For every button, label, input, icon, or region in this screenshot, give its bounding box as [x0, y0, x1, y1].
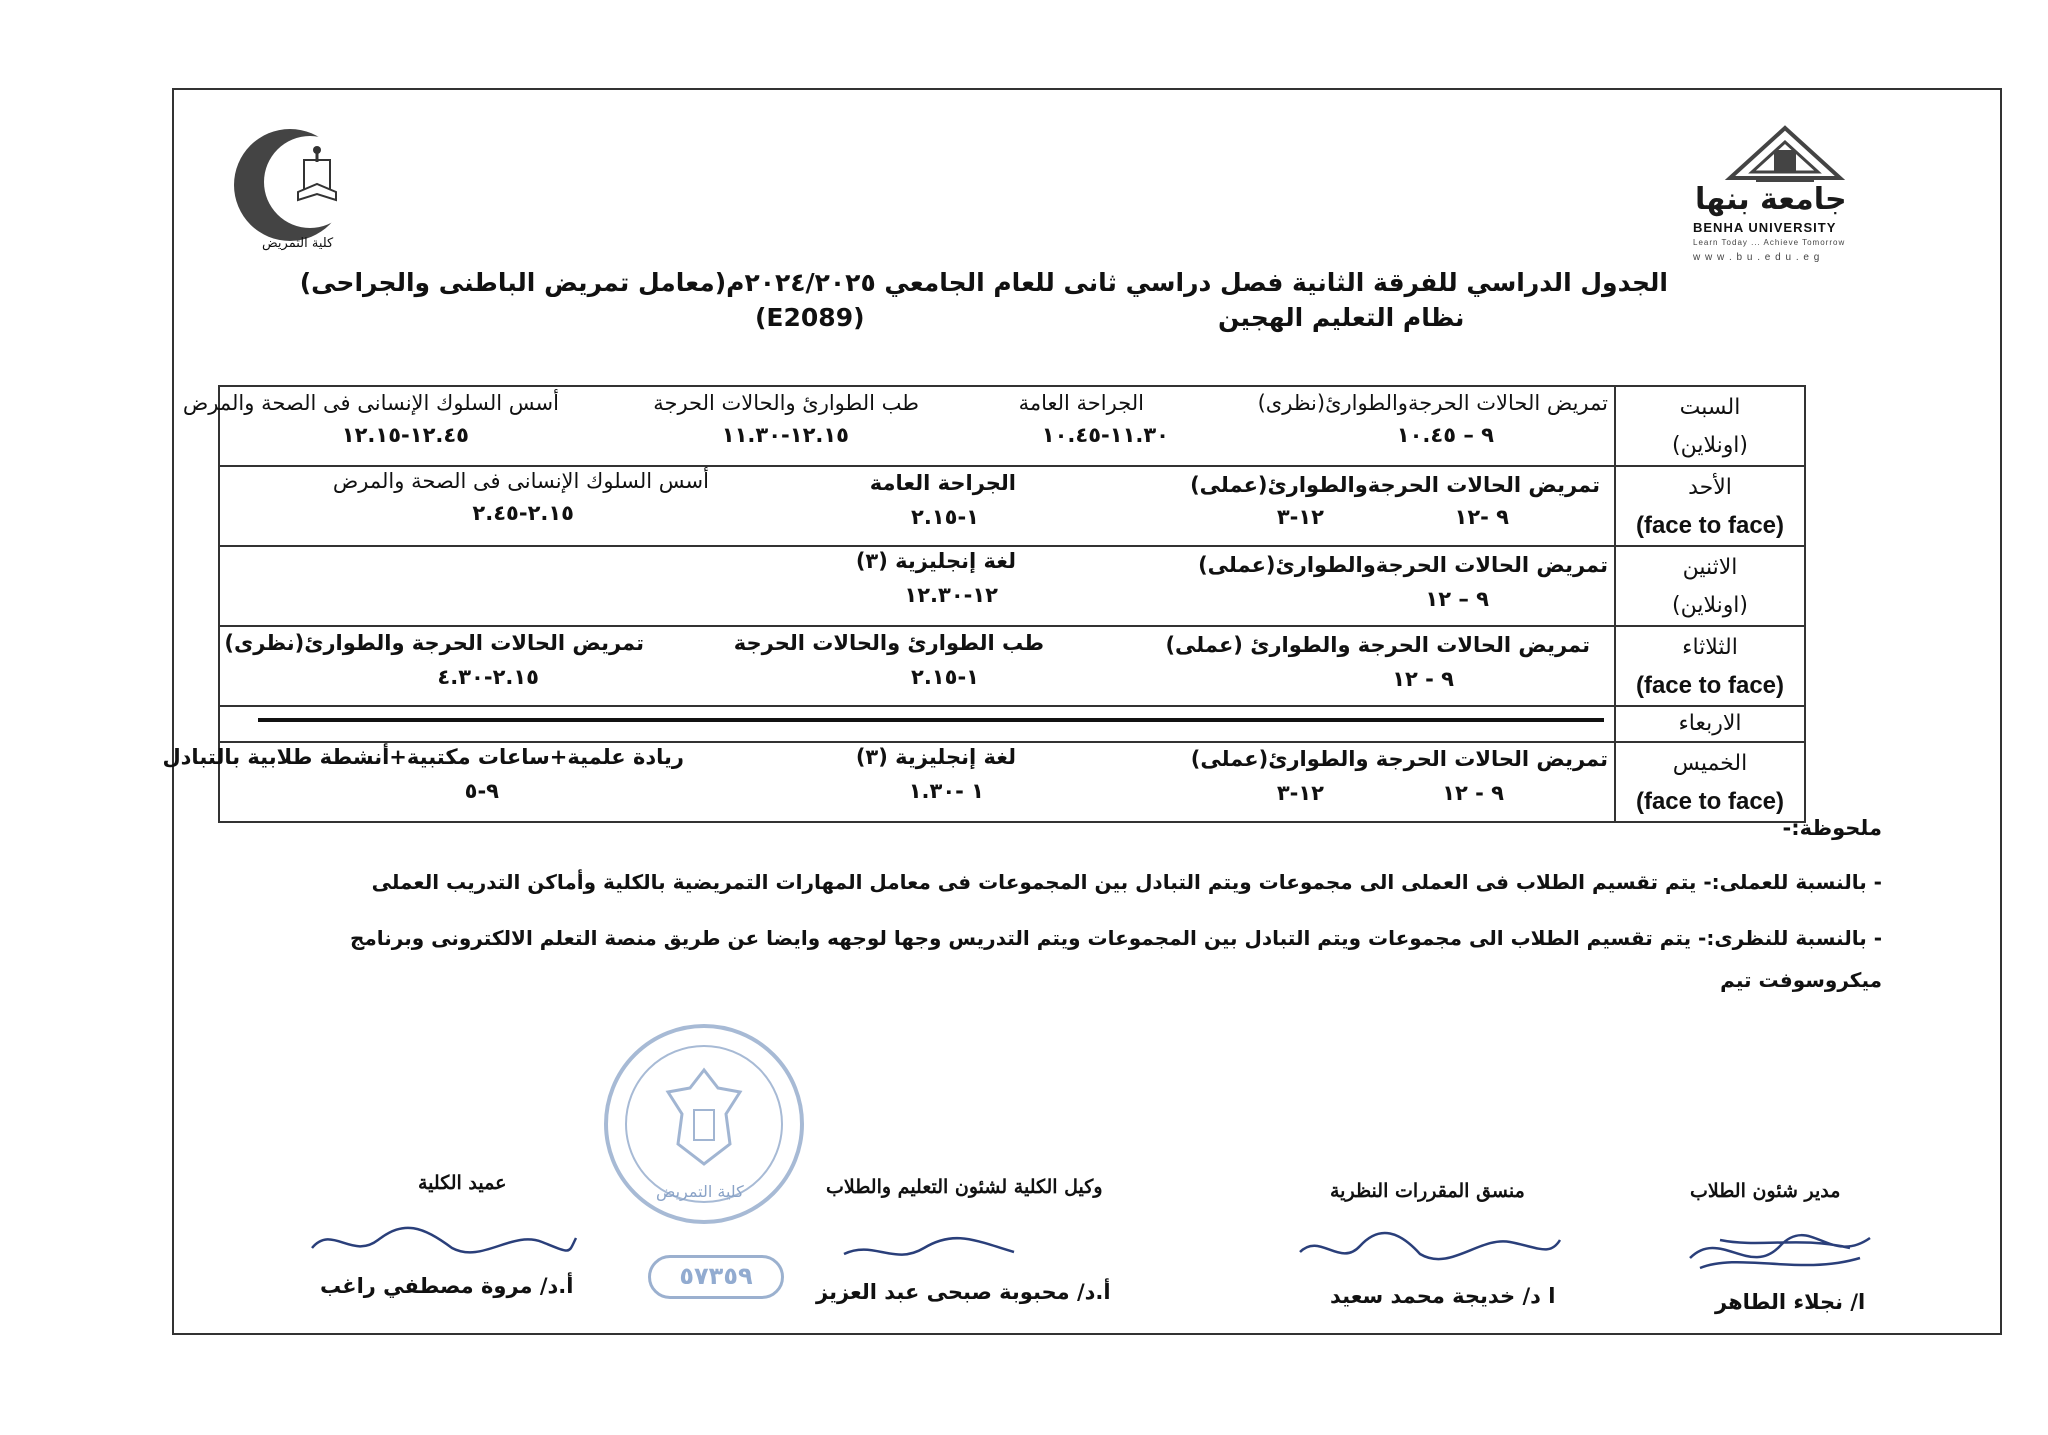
signature-scribble [1680, 1218, 1880, 1288]
slot-subject: تمريض الحالات الحرجةوالطوارئ(نظرى) [1257, 391, 1608, 415]
day-name: السبت [1679, 395, 1741, 420]
day-name: الأحد [1688, 475, 1732, 500]
stamp-number-badge [648, 1255, 784, 1299]
university-name-en: BENHA UNIVERSITY [1693, 220, 1837, 235]
signature-scribble [834, 1218, 1034, 1278]
slot-time: ٢.١٥-٤.٣٠ [437, 665, 539, 689]
day-content [219, 626, 1615, 706]
slot-time: ٩ – ١٠.٤٥ [1396, 423, 1494, 447]
day-cell [1615, 742, 1805, 822]
day-cell [1615, 386, 1805, 466]
slot-subject: تمريض الحالات الحرجة والطوارئ (عملى) [1165, 633, 1590, 657]
day-name: الخميس [1672, 751, 1748, 776]
day-content [219, 466, 1615, 546]
signature-title: وكيل الكلية لشئون التعليم والطلاب [826, 1176, 1103, 1198]
table-row [219, 742, 1805, 822]
slot-time: ٩ - ١٢ [1442, 781, 1504, 805]
note-theory-cont: ميكروسوفت تيم [1720, 968, 1882, 992]
slot-time: ١٢.١٥-١١.٣٠ [721, 423, 849, 447]
university-name-ar: جامعة بنها [1695, 182, 1847, 217]
signature-title: منسق المقررات النظرية [1330, 1180, 1525, 1202]
empty-day-line [258, 718, 1604, 722]
course-code: (E2089) [755, 303, 865, 332]
slot-subject: الجراحة العامة [869, 471, 1016, 495]
slot-time: ١ -١.٣٠ [908, 779, 984, 803]
signature-name: أ.د/ مروة مصطفي راغب [320, 1274, 574, 1298]
slot-time-2: ١٢-٣ [1276, 781, 1324, 805]
slot-subject: طب الطوارئ والحالات الحرجة [653, 391, 919, 415]
table-row [219, 706, 1805, 742]
slot-subject: الجراحة العامة [1018, 391, 1144, 415]
day-content [219, 546, 1615, 626]
slot-subject: تمريض الحالات الحرجةوالطوارئ(عملى) [1198, 553, 1608, 577]
table-row [219, 466, 1805, 546]
day-cell [1615, 546, 1805, 626]
signature-name: أ.د/ محبوبة صبحى عبد العزيز [816, 1280, 1111, 1304]
day-content [219, 706, 1615, 742]
university-tagline: Learn Today ... Achieve Tomorrow [1693, 238, 1846, 247]
slot-time: ١-٢.١٥ [911, 665, 979, 689]
slot-time: ١٢-١٢.٣٠ [904, 583, 998, 607]
day-mode: (face to face) [1635, 512, 1785, 539]
day-name: الاثنين [1682, 555, 1738, 580]
signature-name: ا د/ خديجة محمد سعيد [1330, 1284, 1556, 1308]
table-row [219, 546, 1805, 626]
slot-subject: طب الطوارئ والحالات الحرجة [733, 631, 1044, 655]
day-mode: (اونلاين) [1671, 433, 1749, 458]
day-mode: (face to face) [1635, 788, 1785, 815]
note-theory: - بالنسبة للنظرى:- يتم تقسيم الطلاب الى مجموعات ويتم التبادل بين المجموعات ويتم التدريس وجها لوجهه وايضا عن طريق منصة التعلم الالكترونى وبرنامج [349, 926, 1882, 950]
slot-time: ١-٢.١٥ [911, 505, 979, 529]
slot-time: ١١.٣٠-١٠.٤٥ [1041, 423, 1169, 447]
day-mode: (face to face) [1635, 672, 1785, 699]
slot-subject: تمريض الحالات الحرجةوالطوارئ(عملى) [1190, 473, 1600, 497]
day-content [162, 742, 1615, 822]
stamp-number: ٥٧٣٥٩ [679, 1262, 753, 1290]
slot-subject: أسس السلوك الإنسانى فى الصحة والمرض [182, 391, 559, 415]
faculty-logo-caption: كلية التمريض [262, 236, 334, 251]
slot-time: ١٢.٤٥-١٢.١٥ [341, 423, 469, 447]
slot-time: ٩ – ١٢ [1425, 587, 1489, 611]
university-web: w w w . b u . e d u . e g [1693, 252, 1821, 263]
slot-subject: تمريض الحالات الحرجة والطوارئ(عملى) [1190, 747, 1608, 771]
slot-time: ٩-٥ [464, 779, 499, 803]
signature-title: مدير شئون الطلاب [1690, 1180, 1841, 1202]
signature-scribble [302, 1208, 582, 1278]
day-name: الثلاثاء [1682, 635, 1738, 660]
day-name: الاربعاء [1678, 711, 1742, 736]
signature-title: عميد الكلية [418, 1172, 507, 1194]
slot-subject: لغة إنجليزية (٣) [855, 549, 1016, 573]
slot-time-2: ١٢-٣ [1276, 505, 1324, 529]
table-row [219, 626, 1805, 706]
page-title: الجدول الدراسي للفرقة الثانية فصل دراسي ثانى للعام الجامعي ٢٠٢٤/٢٠٢٥م(معامل تمريض الباطنى والجراحى) [299, 268, 1668, 297]
day-cell [1615, 626, 1805, 706]
signature-name: ا/ نجلاء الطاهر [1715, 1290, 1866, 1314]
slot-subject: لغة إنجليزية (٣) [855, 745, 1016, 769]
note-practical: - بالنسبة للعملى:- يتم تقسيم الطلاب فى العملى الى مجموعات ويتم التبادل بين المجموعات فى معامل المهارات التمريضية بالكلية وأماكن التدريب العملى [371, 870, 1882, 894]
slot-time: ٢.١٥-٢.٤٥ [472, 501, 574, 525]
schedule-table [162, 385, 1806, 823]
slot-subject: تمريض الحالات الحرجة والطوارئ(نظرى) [224, 631, 644, 655]
day-mode: (اونلاين) [1671, 593, 1749, 618]
day-content [182, 386, 1615, 466]
slot-subject: أسس السلوك الإنسانى فى الصحة والمرض [332, 469, 709, 493]
stamp-caption: كلية التمريض [656, 1182, 744, 1201]
system-label: نظام التعليم الهجين [1218, 303, 1465, 332]
signature-scribble [1290, 1212, 1570, 1282]
day-cell [1615, 706, 1805, 742]
slot-time: ٩ - ١٢ [1392, 667, 1454, 691]
notes-title: ملحوظة:- [1782, 816, 1882, 840]
slot-time: ٩ -١٢ [1454, 505, 1509, 529]
day-cell [1615, 466, 1805, 546]
slot-subject: ريادة علمية+ساعات مكتبية+أنشطة طلابية بالتبادل [162, 745, 684, 769]
table-row [219, 386, 1805, 466]
pyramid-logo-icon [1690, 120, 1880, 190]
